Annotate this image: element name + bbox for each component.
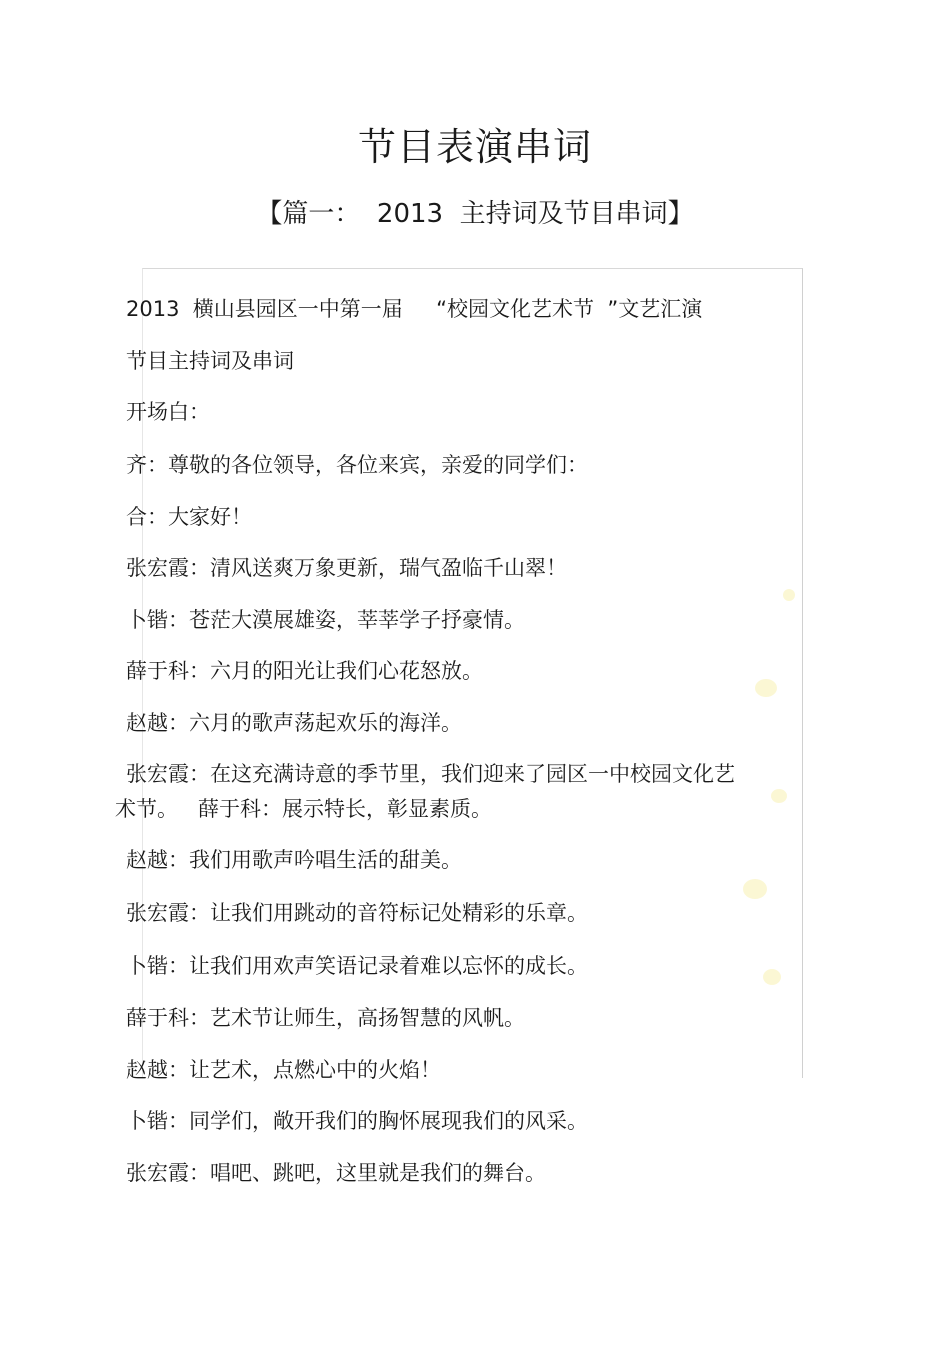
body-line-17: 卜锴：同学们，敞开我们的胸怀展现我们的风采。	[126, 1109, 588, 1133]
page-subtitle: 【篇一： 2013 主持词及节目串词】	[256, 199, 694, 229]
body-line-10: 张宏霞：在这充满诗意的季节里，我们迎来了园区一中校园文化艺	[126, 762, 735, 786]
body-line-3: 开场白：	[126, 400, 210, 424]
body-line-12: 赵越：我们用歌声吟唱生活的甜美。	[126, 848, 462, 872]
body-line-5: 合：大家好！	[126, 505, 252, 529]
body-line-11: 术节。 薛于科：展示特长，彰显素质。	[115, 797, 493, 821]
body-line-8: 薛于科：六月的阳光让我们心花怒放。	[126, 659, 483, 683]
decorative-blot	[763, 969, 781, 985]
body-line-2: 节目主持词及串词	[126, 349, 294, 373]
decorative-blot	[771, 789, 787, 803]
decorative-blot	[783, 589, 795, 601]
decorative-blot	[755, 679, 777, 697]
body-line-9: 赵越：六月的歌声荡起欢乐的海洋。	[126, 711, 462, 735]
body-line-15: 薛于科：艺术节让师生，高扬智慧的风帆。	[126, 1006, 525, 1030]
body-line-6: 张宏霞：清风送爽万象更新，瑞气盈临千山翠！	[126, 556, 567, 580]
body-line-7: 卜锴：苍茫大漠展雄姿，莘莘学子抒豪情。	[126, 608, 525, 632]
body-line-18: 张宏霞：唱吧、跳吧，这里就是我们的舞台。	[126, 1161, 546, 1185]
body-line-4: 齐：尊敬的各位领导，各位来宾，亲爱的同学们：	[126, 453, 588, 477]
page-title: 节目表演串词	[357, 125, 592, 169]
decorative-blot	[743, 879, 767, 899]
body-line-1: 2013 横山县园区一中第一届 “校园文化艺术节 ”文艺汇演	[126, 297, 703, 321]
body-line-13: 张宏霞：让我们用跳动的音符标记处精彩的乐章。	[126, 901, 588, 925]
body-line-16: 赵越：让艺术，点燃心中的火焰！	[126, 1058, 441, 1082]
body-line-14: 卜锴：让我们用欢声笑语记录着难以忘怀的成长。	[126, 954, 588, 978]
